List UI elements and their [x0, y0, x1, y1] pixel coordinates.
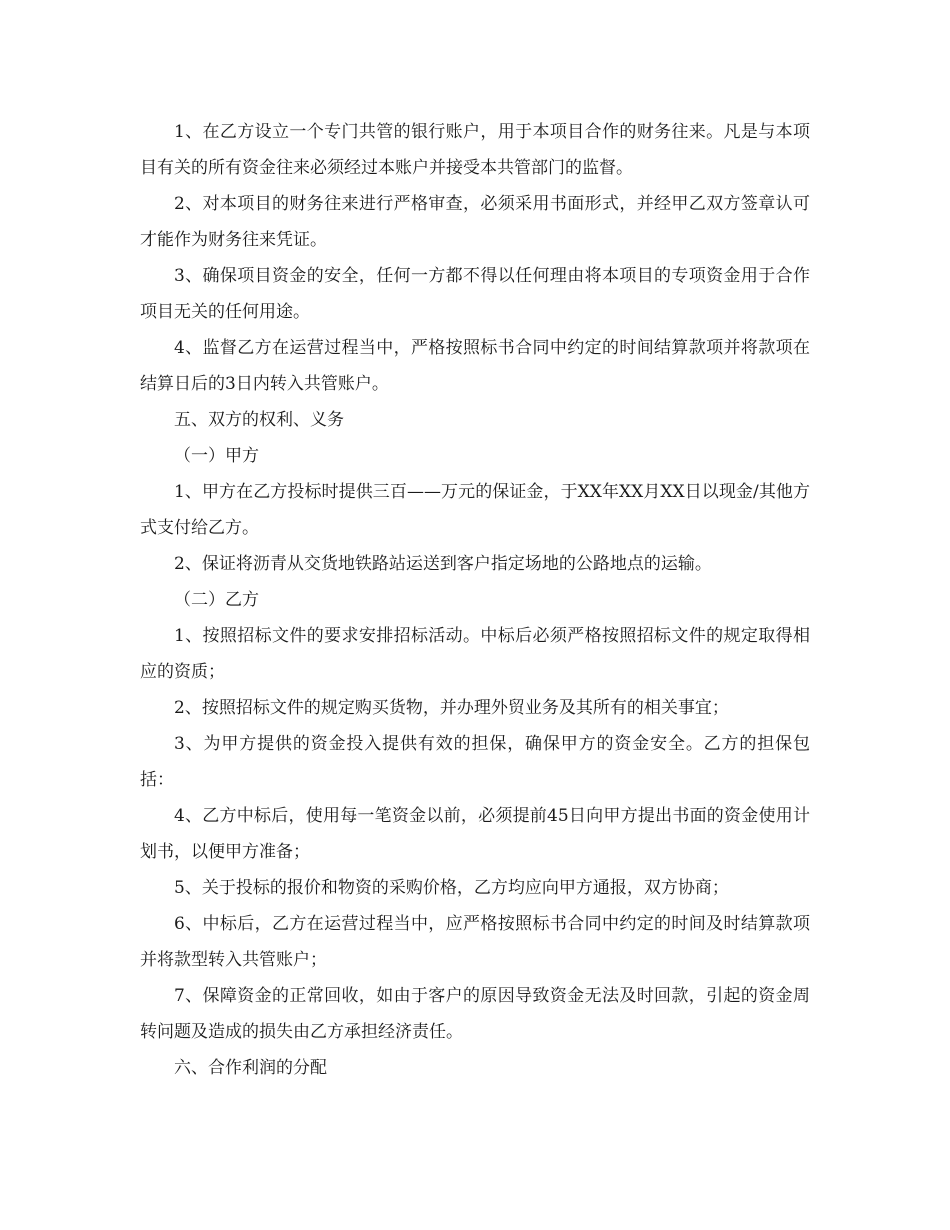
paragraph-party-b-purchase: 2、按照招标文件的规定购买货物，并办理外贸业务及其所有的相关事宜；: [174, 698, 729, 718]
section-heading-profit-distribution: 六、合作利润的分配: [174, 1058, 327, 1078]
paragraph-party-b-pricing: 5、关于投标的报价和物资的采购价格，乙方均应向甲方通报，双方协商；: [174, 878, 729, 898]
paragraph-party-a-deposit: 1、甲方在乙方投标时提供三百——万元的保证金，于XX年XX月XX日以现金/其他方式支付给乙方。: [140, 482, 810, 538]
paragraph-account-setup: 1、在乙方设立一个专门共管的银行账户，用于本项目合作的财务往来。凡是与本项目有关的所有资金往来必须经过本账户并接受本共管部门的监督。: [140, 122, 810, 178]
document-body: [140, 114, 810, 1086]
paragraph-financial-review: 2、对本项目的财务往来进行严格审查，必须采用书面形式，并经甲乙双方签章认可才能作为财务往来凭证。: [140, 194, 810, 250]
subheading-party-a: （一）甲方: [174, 446, 259, 466]
section-heading-rights-obligations: 五、双方的权利、义务: [174, 410, 344, 430]
paragraph-party-b-guarantee: 3、为甲方提供的资金投入提供有效的担保，确保甲方的资金安全。乙方的担保包括：: [140, 734, 810, 790]
paragraph-fund-safety: 3、确保项目资金的安全，任何一方都不得以任何理由将本项目的专项资金用于合作项目无关的任何用途。: [140, 266, 810, 322]
paragraph-party-b-fund-plan: 4、乙方中标后，使用每一笔资金以前，必须提前45日向甲方提出书面的资金使用计划书，以便甲方准备；: [140, 806, 810, 862]
paragraph-party-a-transport: 2、保证将沥青从交货地铁路站运送到客户指定场地的公路地点的运输。: [174, 554, 712, 574]
paragraph-supervision: 4、监督乙方在运营过程当中，严格按照标书合同中约定的时间结算款项并将款项在结算日后的3日内转入共管账户。: [140, 338, 810, 394]
paragraph-party-b-bidding: 1、按照招标文件的要求安排招标活动。中标后必须严格按照招标文件的规定取得相应的资质；: [140, 626, 810, 682]
subheading-party-b: （二）乙方: [174, 590, 259, 610]
paragraph-party-b-settlement: 6、中标后，乙方在运营过程当中，应严格按照标书合同中约定的时间及时结算款项并将款型转入共管账户；: [140, 914, 810, 970]
paragraph-party-b-collection: 7、保障资金的正常回收，如由于客户的原因导致资金无法及时回款，引起的资金周转问题及造成的损失由乙方承担经济责任。: [140, 986, 810, 1042]
